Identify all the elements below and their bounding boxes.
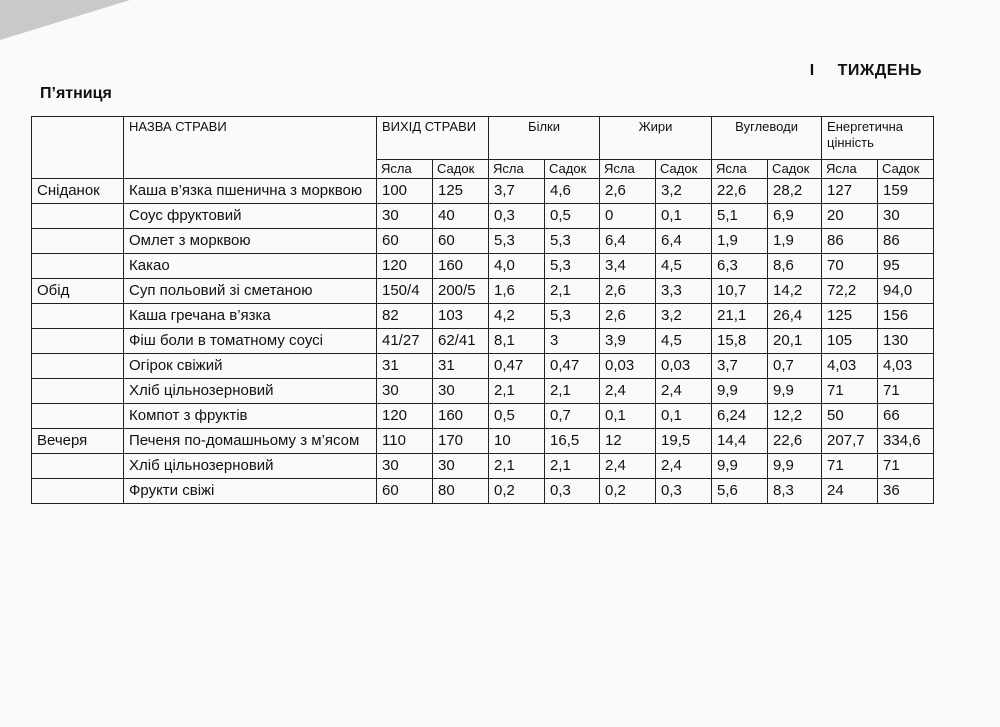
subheader-kindergarten: Садок [878, 160, 934, 179]
value-cell: 156 [878, 304, 934, 329]
value-cell: 1,9 [712, 229, 768, 254]
dish-cell: Фрукти свіжі [124, 479, 377, 504]
value-cell: 4,5 [656, 329, 712, 354]
value-cell: 120 [377, 404, 433, 429]
value-cell: 95 [878, 254, 934, 279]
value-cell: 70 [822, 254, 878, 279]
value-cell: 3,7 [712, 354, 768, 379]
value-cell: 15,8 [712, 329, 768, 354]
value-cell: 4,2 [489, 304, 545, 329]
value-cell: 0,3 [656, 479, 712, 504]
value-cell: 103 [433, 304, 489, 329]
meal-cell [32, 254, 124, 279]
table-row [32, 279, 934, 304]
value-cell: 30 [433, 454, 489, 479]
value-cell: 2,1 [545, 379, 600, 404]
value-cell: 86 [822, 229, 878, 254]
value-cell: 4,03 [878, 354, 934, 379]
value-cell: 40 [433, 204, 489, 229]
value-cell: 0,2 [600, 479, 656, 504]
dish-cell: Соус фруктовий [124, 204, 377, 229]
dish-cell: Хліб цільнозерновий [124, 379, 377, 404]
value-cell: 28,2 [768, 179, 822, 204]
value-cell: 31 [433, 354, 489, 379]
value-cell: 2,4 [600, 454, 656, 479]
value-cell: 3,3 [656, 279, 712, 304]
value-cell: 0,2 [489, 479, 545, 504]
dish-cell: Печеня по-домашньому з м’ясом [124, 429, 377, 454]
meal-cell: Обід [32, 279, 124, 304]
carbs-header: Вуглеводи [712, 117, 822, 160]
table-row [32, 454, 934, 479]
value-cell: 82 [377, 304, 433, 329]
value-cell: 120 [377, 254, 433, 279]
table-row [32, 404, 934, 429]
dish-cell: Фіш боли в томатному соусі [124, 329, 377, 354]
value-cell: 9,9 [712, 379, 768, 404]
value-cell: 6,3 [712, 254, 768, 279]
value-cell: 66 [878, 404, 934, 429]
value-cell: 2,1 [545, 454, 600, 479]
value-cell: 4,6 [545, 179, 600, 204]
dish-cell: Омлет з морквою [124, 229, 377, 254]
output-header: ВИХІД СТРАВИ [377, 117, 489, 160]
meal-cell [32, 479, 124, 504]
value-cell: 0,47 [545, 354, 600, 379]
value-cell: 0,5 [545, 204, 600, 229]
value-cell: 71 [878, 454, 934, 479]
meal-cell: Вечеря [32, 429, 124, 454]
value-cell: 71 [822, 379, 878, 404]
value-cell: 19,5 [656, 429, 712, 454]
meal-cell [32, 454, 124, 479]
value-cell: 14,4 [712, 429, 768, 454]
table-row [32, 354, 934, 379]
dish-cell: Суп польовий зі сметаною [124, 279, 377, 304]
value-cell: 125 [433, 179, 489, 204]
meal-cell [32, 329, 124, 354]
value-cell: 3,2 [656, 304, 712, 329]
energy-header: Енергетична цінність [822, 117, 934, 160]
value-cell: 30 [377, 204, 433, 229]
value-cell: 12,2 [768, 404, 822, 429]
table-row [32, 304, 934, 329]
value-cell: 5,3 [545, 254, 600, 279]
dish-cell: Хліб цільнозерновий [124, 454, 377, 479]
value-cell: 200/5 [433, 279, 489, 304]
table-row [32, 179, 934, 204]
value-cell: 36 [878, 479, 934, 504]
week-label: ТИЖДЕНЬ [837, 62, 922, 79]
value-cell: 30 [878, 204, 934, 229]
meal-header [32, 117, 124, 179]
value-cell: 0,1 [600, 404, 656, 429]
value-cell: 0,7 [545, 404, 600, 429]
value-cell: 0,1 [656, 204, 712, 229]
value-cell: 50 [822, 404, 878, 429]
value-cell: 3,4 [600, 254, 656, 279]
subheader-nursery: Ясла [822, 160, 878, 179]
value-cell: 22,6 [712, 179, 768, 204]
week-heading [810, 62, 922, 80]
subheader-nursery: Ясла [600, 160, 656, 179]
dish-cell: Огірок свіжий [124, 354, 377, 379]
value-cell: 30 [377, 454, 433, 479]
table-row [32, 379, 934, 404]
value-cell: 110 [377, 429, 433, 454]
value-cell: 100 [377, 179, 433, 204]
dish-name-header: НАЗВА СТРАВИ [124, 117, 377, 179]
value-cell: 20,1 [768, 329, 822, 354]
value-cell: 16,5 [545, 429, 600, 454]
value-cell: 6,4 [600, 229, 656, 254]
value-cell: 20 [822, 204, 878, 229]
meal-cell [32, 404, 124, 429]
value-cell: 105 [822, 329, 878, 354]
day-title: П’ятниця [40, 85, 112, 102]
value-cell: 4,5 [656, 254, 712, 279]
table-row [32, 254, 934, 279]
value-cell: 72,2 [822, 279, 878, 304]
value-cell: 8,6 [768, 254, 822, 279]
value-cell: 4,03 [822, 354, 878, 379]
value-cell: 0,03 [656, 354, 712, 379]
value-cell: 334,6 [878, 429, 934, 454]
fats-header: Жири [600, 117, 712, 160]
value-cell: 4,0 [489, 254, 545, 279]
value-cell: 207,7 [822, 429, 878, 454]
subheader-kindergarten: Садок [545, 160, 600, 179]
value-cell: 12 [600, 429, 656, 454]
value-cell: 159 [878, 179, 934, 204]
value-cell: 31 [377, 354, 433, 379]
meal-cell [32, 379, 124, 404]
folded-corner [0, 0, 130, 40]
value-cell: 60 [377, 229, 433, 254]
value-cell: 127 [822, 179, 878, 204]
value-cell: 21,1 [712, 304, 768, 329]
value-cell: 10 [489, 429, 545, 454]
meal-cell: Сніданок [32, 179, 124, 204]
value-cell: 3,9 [600, 329, 656, 354]
value-cell: 0 [600, 204, 656, 229]
value-cell: 5,3 [545, 229, 600, 254]
value-cell: 3,2 [656, 179, 712, 204]
table-row [32, 429, 934, 454]
value-cell: 1,6 [489, 279, 545, 304]
value-cell: 6,24 [712, 404, 768, 429]
value-cell: 170 [433, 429, 489, 454]
value-cell: 14,2 [768, 279, 822, 304]
value-cell: 60 [377, 479, 433, 504]
value-cell: 0,5 [489, 404, 545, 429]
menu-table-body [32, 179, 934, 504]
subheader-kindergarten: Садок [768, 160, 822, 179]
subheader-nursery: Ясла [377, 160, 433, 179]
value-cell: 60 [433, 229, 489, 254]
meal-cell [32, 304, 124, 329]
value-cell: 30 [433, 379, 489, 404]
value-cell: 1,9 [768, 229, 822, 254]
value-cell: 62/41 [433, 329, 489, 354]
value-cell: 3,7 [489, 179, 545, 204]
value-cell: 2,4 [656, 379, 712, 404]
value-cell: 2,1 [489, 454, 545, 479]
value-cell: 80 [433, 479, 489, 504]
value-cell: 10,7 [712, 279, 768, 304]
dish-cell: Каша в’язка пшенична з морквою [124, 179, 377, 204]
value-cell: 41/27 [377, 329, 433, 354]
value-cell: 86 [878, 229, 934, 254]
table-row [32, 229, 934, 254]
value-cell: 0,3 [545, 479, 600, 504]
value-cell: 9,9 [768, 379, 822, 404]
value-cell: 2,1 [545, 279, 600, 304]
meal-cell [32, 354, 124, 379]
dish-cell: Каша гречана в’язка [124, 304, 377, 329]
value-cell: 2,6 [600, 279, 656, 304]
value-cell: 5,3 [489, 229, 545, 254]
value-cell: 125 [822, 304, 878, 329]
value-cell: 8,1 [489, 329, 545, 354]
value-cell: 6,9 [768, 204, 822, 229]
dish-cell: Компот з фруктів [124, 404, 377, 429]
value-cell: 2,1 [489, 379, 545, 404]
value-cell: 0,47 [489, 354, 545, 379]
subheader-nursery: Ясла [489, 160, 545, 179]
value-cell: 26,4 [768, 304, 822, 329]
value-cell: 94,0 [878, 279, 934, 304]
value-cell: 160 [433, 404, 489, 429]
value-cell: 150/4 [377, 279, 433, 304]
value-cell: 8,3 [768, 479, 822, 504]
value-cell: 160 [433, 254, 489, 279]
value-cell: 6,4 [656, 229, 712, 254]
table-row [32, 329, 934, 354]
proteins-header: Білки [489, 117, 600, 160]
value-cell: 71 [822, 454, 878, 479]
value-cell: 5,6 [712, 479, 768, 504]
value-cell: 9,9 [712, 454, 768, 479]
value-cell: 5,1 [712, 204, 768, 229]
value-cell: 24 [822, 479, 878, 504]
value-cell: 3 [545, 329, 600, 354]
value-cell: 2,4 [600, 379, 656, 404]
value-cell: 2,6 [600, 179, 656, 204]
value-cell: 2,6 [600, 304, 656, 329]
value-cell: 2,4 [656, 454, 712, 479]
meal-cell [32, 229, 124, 254]
table-row [32, 204, 934, 229]
table-row [32, 479, 934, 504]
value-cell: 5,3 [545, 304, 600, 329]
value-cell: 0,1 [656, 404, 712, 429]
subheader-kindergarten: Садок [433, 160, 489, 179]
meal-cell [32, 204, 124, 229]
dish-cell: Какао [124, 254, 377, 279]
subheader-kindergarten: Садок [656, 160, 712, 179]
value-cell: 0,3 [489, 204, 545, 229]
subheader-nursery: Ясла [712, 160, 768, 179]
value-cell: 130 [878, 329, 934, 354]
value-cell: 71 [878, 379, 934, 404]
value-cell: 30 [377, 379, 433, 404]
value-cell: 0,7 [768, 354, 822, 379]
menu-table [31, 116, 934, 504]
week-number: I [809, 62, 815, 79]
value-cell: 9,9 [768, 454, 822, 479]
value-cell: 0,03 [600, 354, 656, 379]
value-cell: 22,6 [768, 429, 822, 454]
